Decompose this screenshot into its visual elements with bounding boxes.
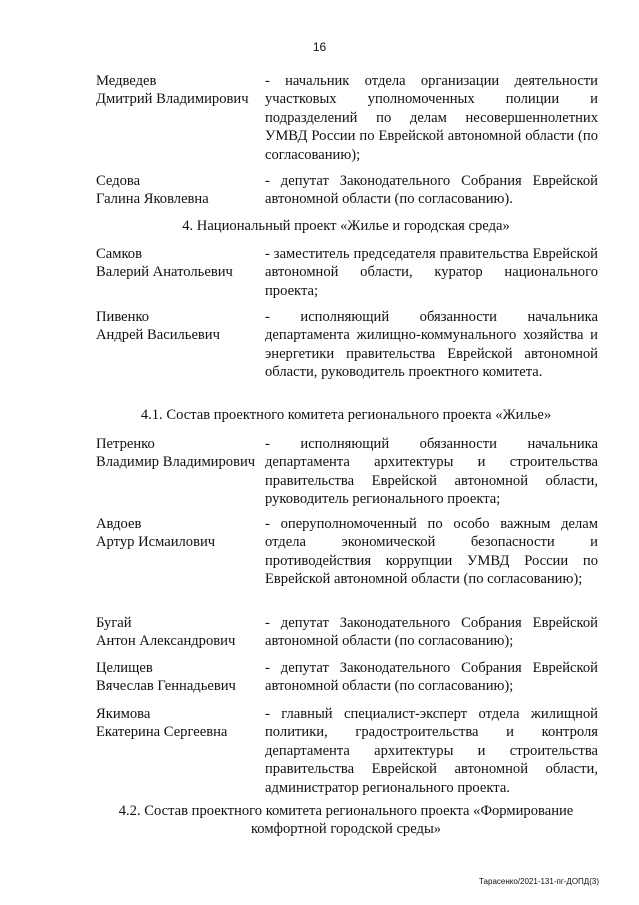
member-given-names: Галина Яковлевна bbox=[96, 191, 209, 208]
member-given-names: Андрей Васильевич bbox=[96, 327, 220, 344]
committee-member bbox=[96, 515, 598, 589]
section-heading-line: 4.2. Состав проектного комитета регионального проекта «Формирование bbox=[118, 803, 574, 819]
member-role: - начальник отдела организации деятельности участковых уполномоченных полиции и подразделений по делам несовершеннолетних УМВД России по Еврейской автономной области (по согласованию); bbox=[265, 73, 598, 163]
section-heading-line: комфортной городской среды» bbox=[250, 821, 442, 838]
member-given-names: Антон Александрович bbox=[96, 633, 236, 650]
member-role: - главный специалист-эксперт отдела жилищной политики, градостроительства и контроля департамента архитектуры и строительства правительства Еврейской автономной области, администратор регионального проекта. bbox=[265, 706, 598, 796]
member-given-names: Екатерина Сергеевна bbox=[96, 724, 228, 741]
member-name bbox=[96, 515, 264, 552]
committee-member bbox=[96, 435, 598, 509]
section-heading bbox=[90, 802, 602, 839]
member-surname: Седова bbox=[96, 173, 141, 189]
member-role: - заместитель председателя правительства Еврейской автономной области, куратор национального проекта; bbox=[265, 246, 598, 299]
member-given-names: Дмитрий Владимирович bbox=[96, 91, 249, 108]
member-name bbox=[96, 308, 264, 345]
document-reference: Тарасенко/2021-131-пг-ДОПД(3) bbox=[479, 877, 599, 886]
member-name bbox=[96, 172, 264, 209]
member-role: - исполняющий обязанности начальника департамента архитектуры и строительства правительства Еврейской автономной области, руководитель регионального проекта; bbox=[265, 436, 598, 508]
section-heading bbox=[90, 406, 602, 424]
member-role: - депутат Законодательного Собрания Еврейской автономной области (по согласованию); bbox=[265, 615, 598, 650]
member-role: - депутат Законодательного Собрания Еврейской автономной области (по согласованию). bbox=[265, 173, 598, 208]
committee-member bbox=[96, 245, 598, 300]
member-surname: Якимова bbox=[96, 706, 151, 722]
committee-member bbox=[96, 308, 598, 382]
committee-member bbox=[96, 659, 598, 696]
member-surname: Бугай bbox=[96, 615, 132, 631]
member-given-names: Валерий Анатольевич bbox=[96, 264, 233, 281]
committee-member bbox=[96, 72, 598, 164]
page-number: 16 bbox=[312, 40, 327, 54]
member-surname: Пивенко bbox=[96, 309, 150, 325]
member-name bbox=[96, 705, 264, 742]
member-role: - депутат Законодательного Собрания Еврейской автономной области (по согласованию); bbox=[265, 660, 598, 695]
member-surname: Медведев bbox=[96, 73, 157, 89]
member-name bbox=[96, 245, 264, 282]
committee-member bbox=[96, 172, 598, 209]
member-given-names: Вячеслав Геннадьевич bbox=[96, 678, 236, 695]
member-name bbox=[96, 72, 264, 109]
member-given-names: Владимир Владимирович bbox=[96, 454, 256, 471]
section-heading-text: 4.1. Состав проектного комитета регионального проекта «Жилье» bbox=[140, 407, 552, 423]
member-role: - оперуполномоченный по особо важным делам отдела экономической безопасности и противодействия коррупции УМВД России по Еврейской автономной области (по согласованию); bbox=[265, 516, 598, 588]
member-role: - исполняющий обязанности начальника департамента жилищно-коммунального хозяйства и энергетики правительства Еврейской автономной области, руководитель проектного комитета. bbox=[265, 309, 598, 381]
member-given-names: Артур Исмаилович bbox=[96, 534, 216, 551]
member-name bbox=[96, 614, 264, 651]
member-surname: Петренко bbox=[96, 436, 155, 452]
member-surname: Самков bbox=[96, 246, 142, 262]
member-name bbox=[96, 659, 264, 696]
section-heading-text: 4. Национальный проект «Жилье и городская среда» bbox=[182, 218, 510, 234]
member-name bbox=[96, 435, 264, 472]
member-surname: Авдоев bbox=[96, 516, 142, 532]
committee-member bbox=[96, 705, 598, 797]
committee-member bbox=[96, 614, 598, 651]
section-heading bbox=[90, 217, 602, 235]
member-surname: Целищев bbox=[96, 660, 153, 676]
